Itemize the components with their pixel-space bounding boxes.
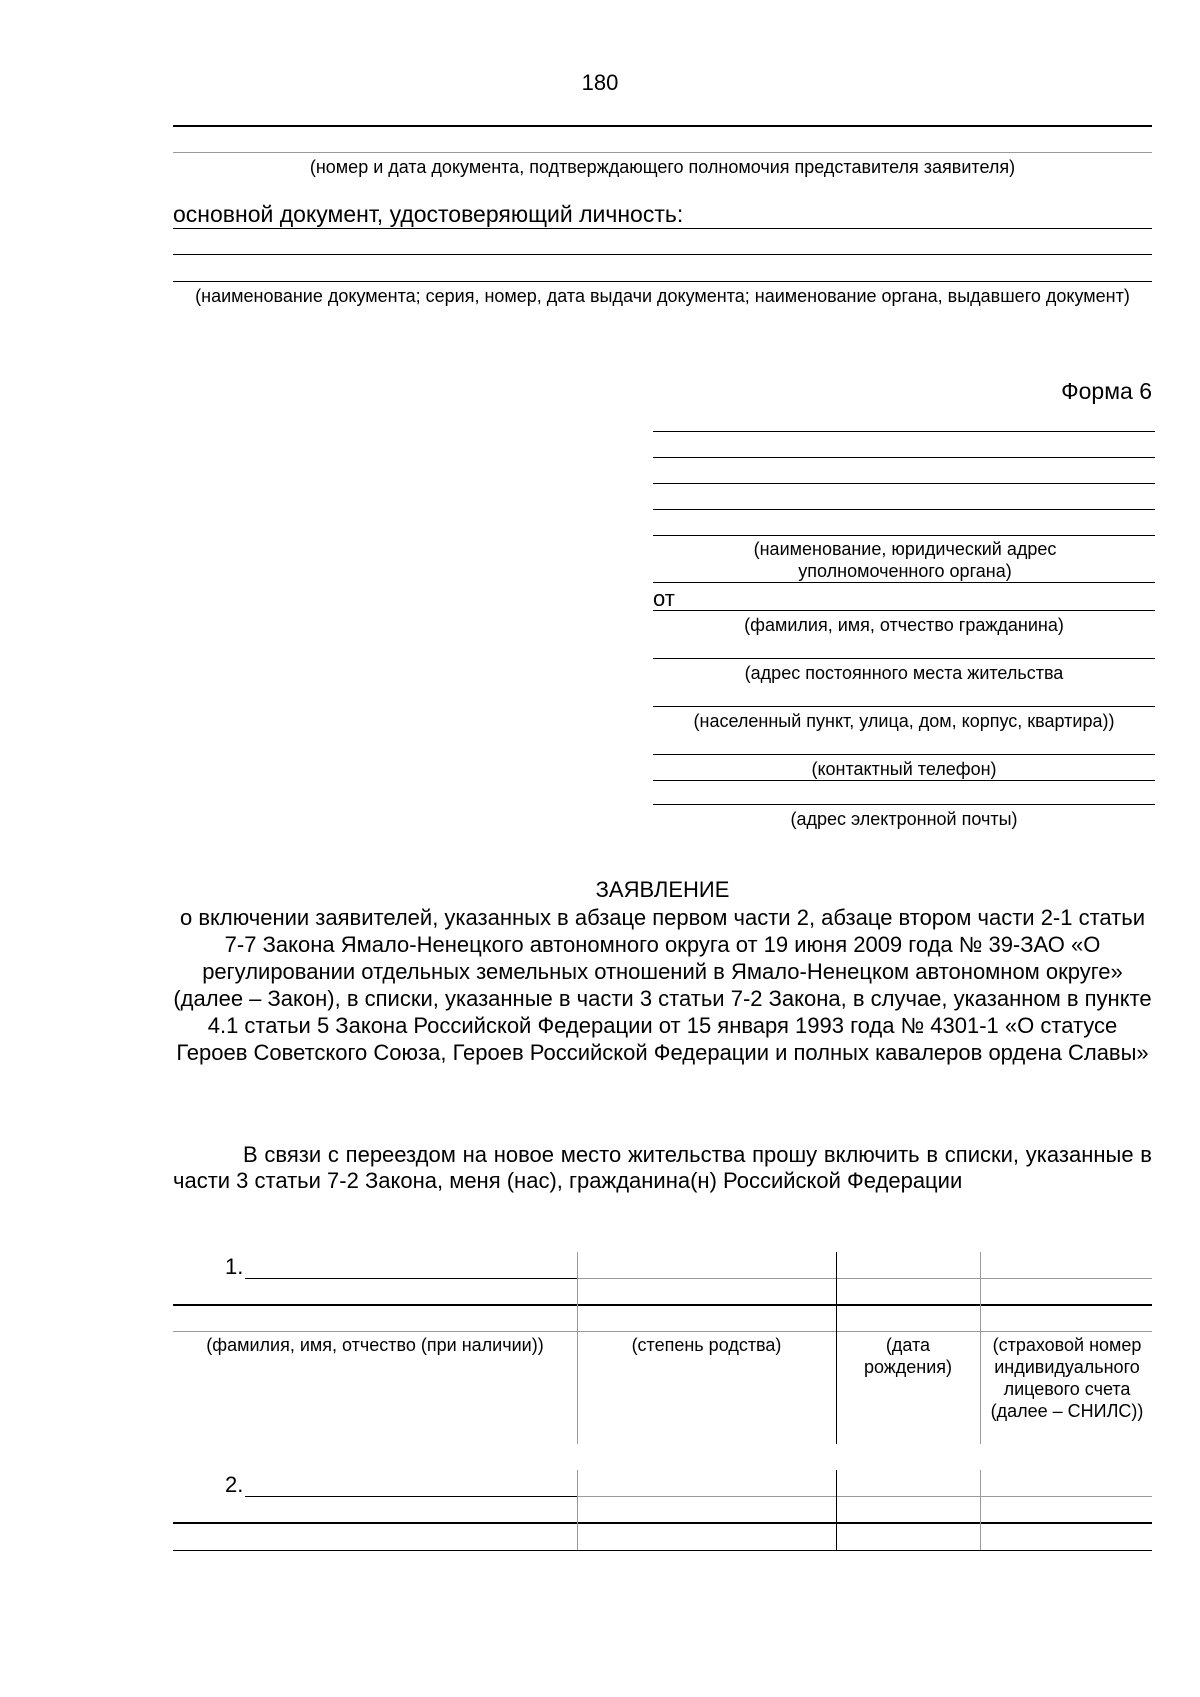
from-label: от	[653, 586, 675, 611]
phone-caption: (контактный телефон)	[811, 759, 997, 779]
main-doc-line-3	[173, 281, 1152, 282]
row2-line-b	[173, 1522, 1152, 1524]
addressee-line-4	[653, 509, 1155, 510]
application-title: ЗАЯВЛЕНИЕ	[595, 877, 730, 902]
residence-caption: (адрес постоянного места жительства	[744, 663, 1064, 683]
addressee-line-5	[653, 535, 1155, 536]
row2-fio-line	[245, 1496, 577, 1497]
col-divider-2	[836, 1252, 837, 1444]
row2-col-divider-2	[836, 1470, 837, 1550]
main-doc-line-2	[173, 254, 1152, 255]
residence-detail-caption: (населенный пункт, улица, дом, корпус, квартира))	[693, 711, 1115, 731]
main-doc-caption: (наименование документа; серия, номер, дата выдачи документа; наименование органа, выдавшего документ)	[195, 286, 1130, 306]
caption-birth-date: (дата рождения)	[863, 1335, 953, 1377]
phone-underline	[653, 780, 1155, 781]
residence-detail-line	[653, 706, 1155, 707]
row2-line-c	[173, 1550, 1152, 1551]
representative-doc-line	[173, 125, 1152, 127]
row1-line-b	[173, 1304, 1152, 1306]
row-number-2: 2.	[225, 1472, 244, 1497]
row2-col-divider-1	[577, 1470, 578, 1550]
caption-fio: (фамилия, имя, отчество (при наличии))	[206, 1335, 544, 1355]
addressee-line-2	[653, 457, 1155, 458]
row1-line-a	[577, 1278, 1152, 1279]
row-number-1: 1.	[225, 1254, 244, 1279]
representative-doc-line-2	[173, 152, 1152, 153]
representative-doc-caption: (номер и дата документа, подтверждающего полномочия представителя заявителя)	[309, 157, 1016, 177]
row1-fio-line	[245, 1278, 577, 1279]
application-subject: о включении заявителей, указанных в абзаце первом части 2, абзаце втором части 2-1 статьи 7-7 Закона Ямало-Ненецкого автономного округа от 19 июня 2009 года № 39-ЗАО «О регулировании отдельных земельных отношений в Ямало-Ненецком автономном округе» (далее – Закон), в списки, указанные в части 3 статьи 7-2 Закона, в случае, указанном в пункте 4.1 статьи 5 Закона Российской Федерации от 15 января 1993 года № 4301-1 «О статусе Героев Советского Союза, Героев Российской Федерации и полных кавалеров ордена Славы»	[173, 905, 1152, 1065]
phone-line	[653, 754, 1155, 755]
col-divider-3	[980, 1252, 981, 1444]
caption-relation: (степень родства)	[631, 1335, 782, 1355]
caption-snils: (страховой номер индивидуального лицевого счета (далее – СНИЛС))	[990, 1335, 1144, 1421]
main-doc-label: основной документ, удостоверяющий личность:	[173, 201, 684, 227]
authority-caption: (наименование, юридический адрес уполномоченного органа)	[753, 539, 1057, 581]
row2-col-divider-3	[980, 1470, 981, 1550]
residence-line	[653, 658, 1155, 659]
application-paragraph: В связи с переездом на новое место жительства прошу включить в списки, указанные в части 3 статьи 7-2 Закона, меня (нас), гражданина(н) Российской Федерации	[173, 1142, 1152, 1193]
email-line	[653, 804, 1155, 805]
fio-line	[653, 610, 1155, 611]
page-number: 180	[581, 70, 619, 95]
addressee-line-3	[653, 483, 1155, 484]
row1-line-c	[173, 1331, 1152, 1332]
row2-line-a	[577, 1496, 1152, 1497]
main-doc-line-1	[173, 228, 1152, 229]
fio-caption: (фамилия, имя, отчество гражданина)	[744, 615, 1064, 635]
form-number: Форма 6	[1061, 378, 1152, 404]
authority-caption-underline	[653, 582, 1155, 583]
email-caption: (адрес электронной почты)	[790, 809, 1018, 829]
addressee-line-1	[653, 431, 1155, 432]
